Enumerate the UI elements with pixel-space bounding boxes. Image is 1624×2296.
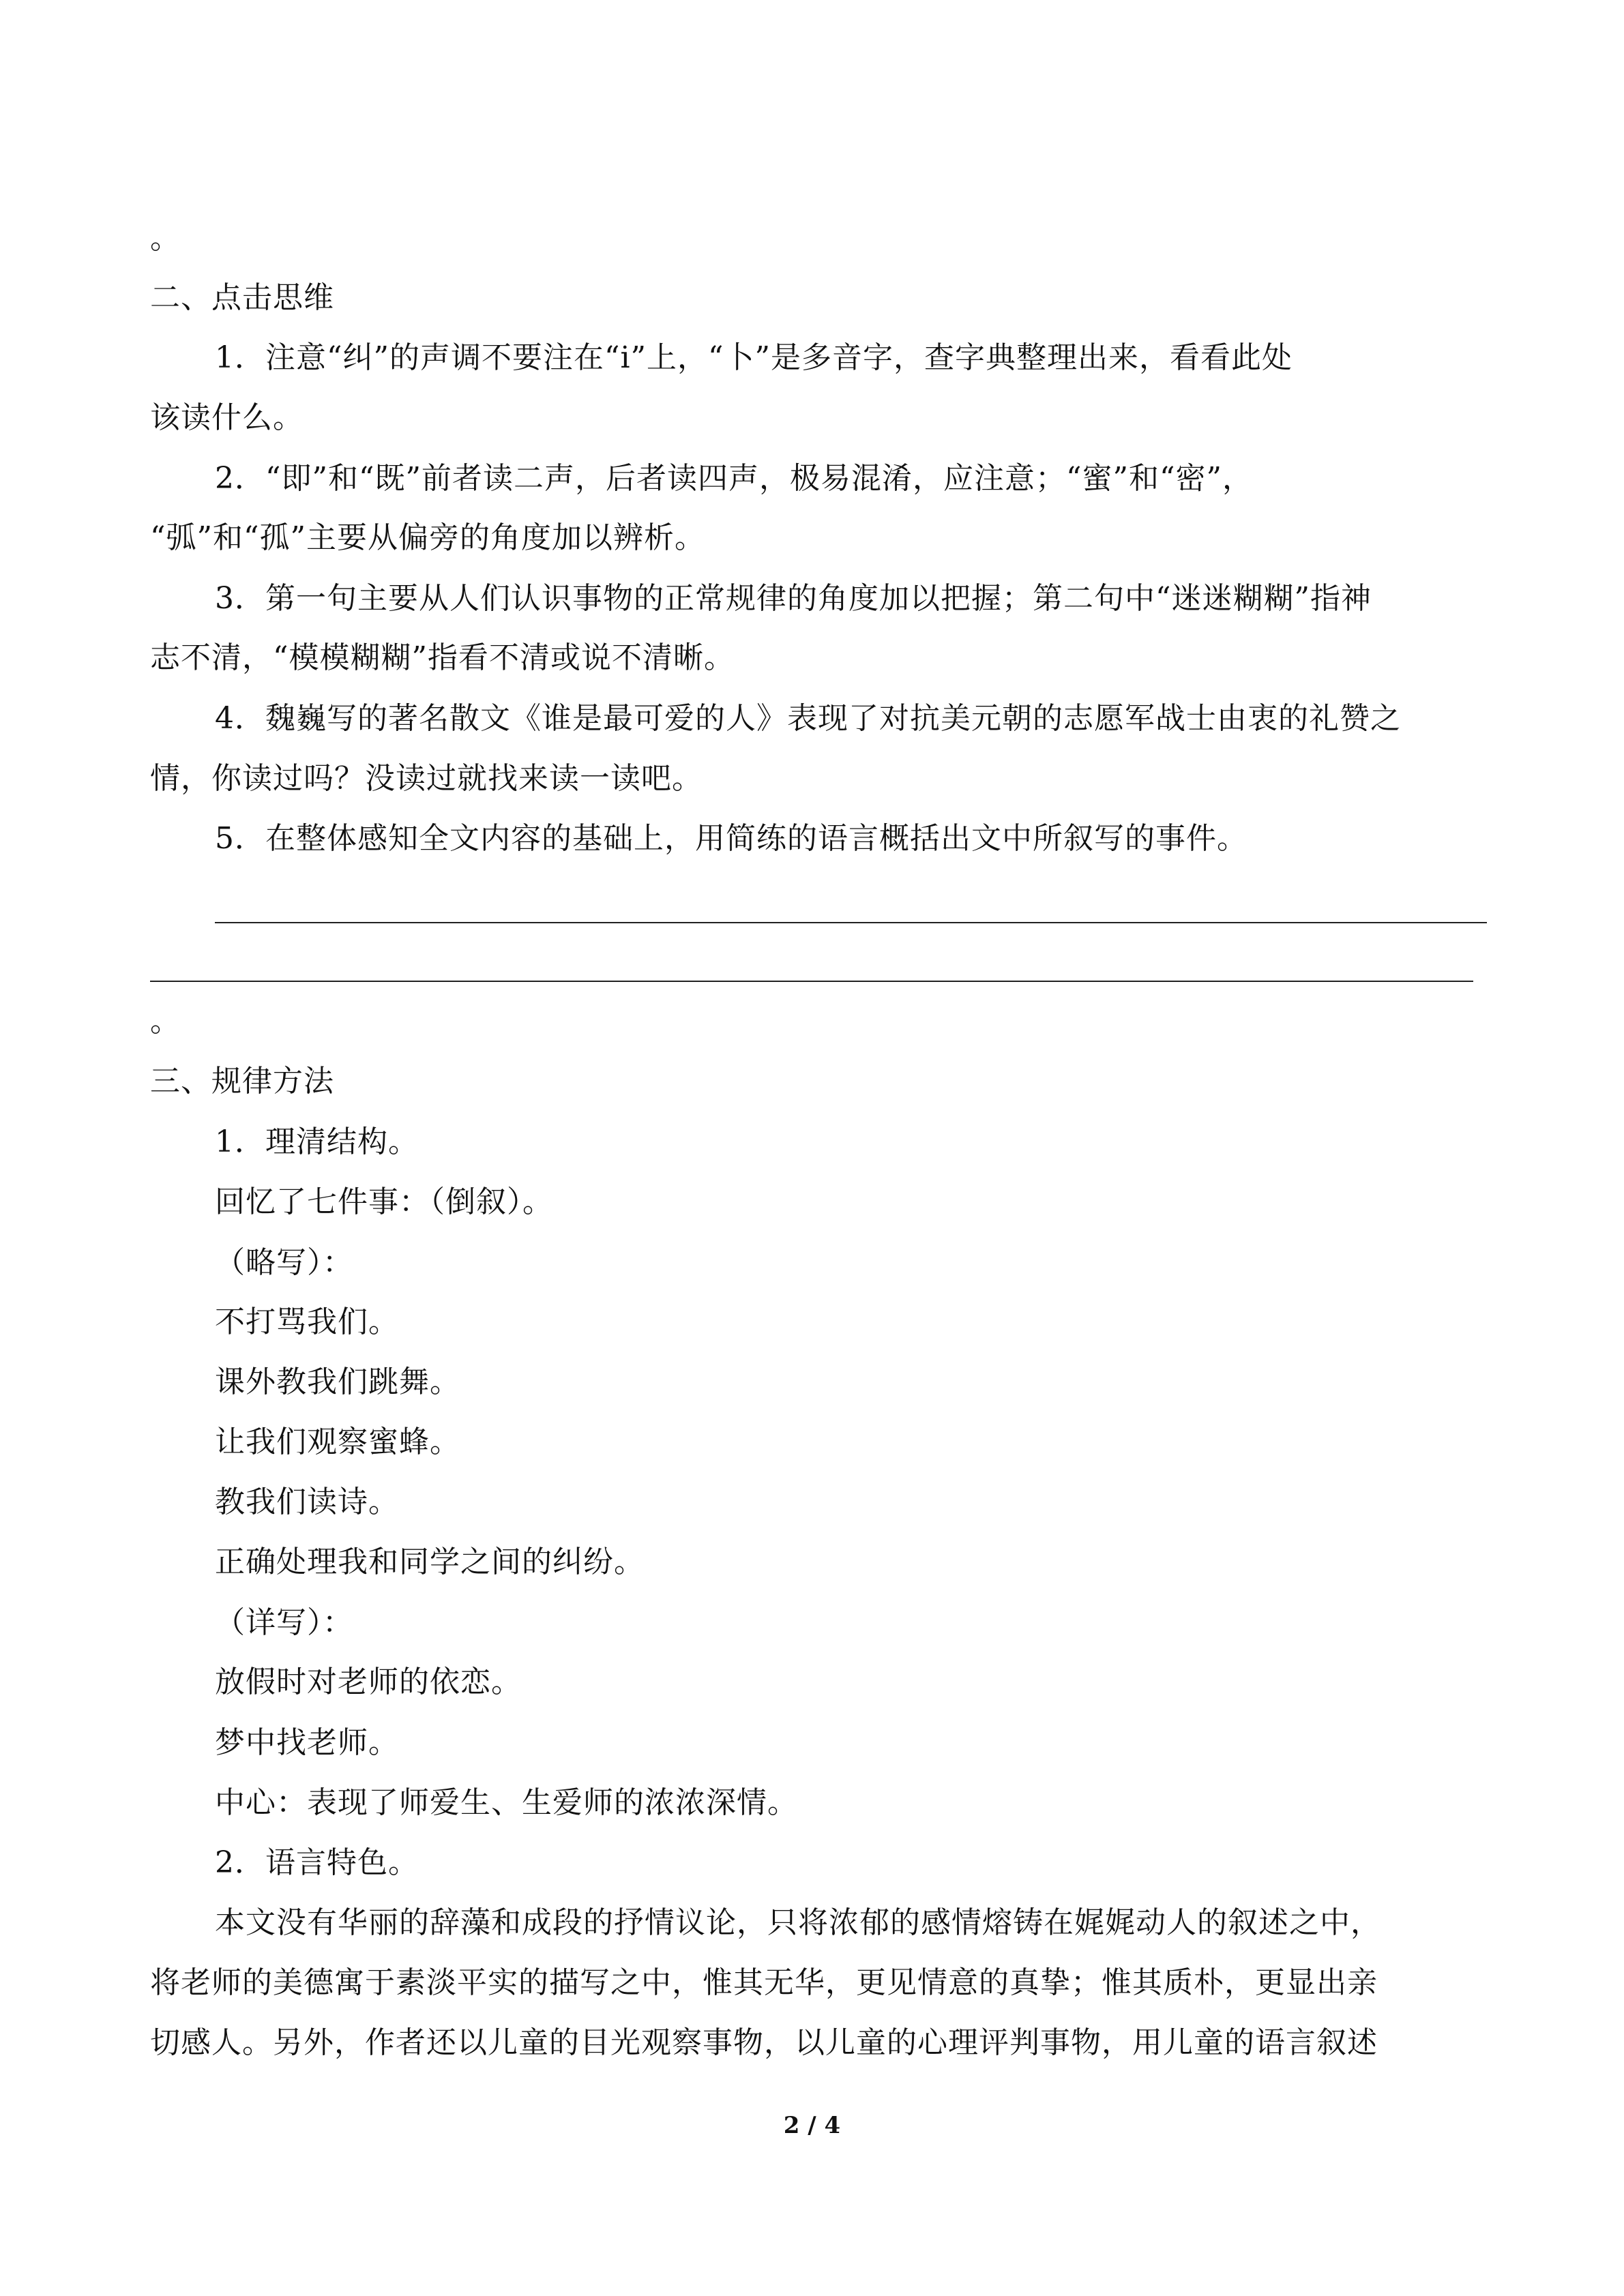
answer-blank-line-2[interactable] xyxy=(150,981,1473,982)
item-1-line-1: 1．注意“纠”的声调不要注在“i”上，“卜”是多音字，查字典整理出来，看看此处 xyxy=(215,340,1293,375)
center-idea-line: 中心：表现了师爱生、生爱师的浓浓深情。 xyxy=(215,1785,798,1820)
period-mark: 。 xyxy=(150,221,181,256)
section-heading-method: 三、规律方法 xyxy=(150,1064,334,1099)
paragraph-line-3: 切感人。另外，作者还以儿童的目光观察事物，以儿童的心理评判事物，用儿童的语言叙述 xyxy=(150,2025,1378,2060)
item-2-line-2: “弧”和“孤”主要从偏旁的角度加以辨析。 xyxy=(150,520,705,555)
language-feature-heading: 2．语言特色。 xyxy=(215,1845,419,1880)
structure-line-4: 不打骂我们。 xyxy=(215,1304,399,1339)
structure-line-5: 课外教我们跳舞。 xyxy=(215,1365,460,1399)
item-1-line-2: 该读什么。 xyxy=(150,400,304,435)
answer-blank-line-1[interactable] xyxy=(215,922,1487,923)
item-4-line-1: 4．魏巍写的著名散文《谁是最可爱的人》表现了对抗美元朝的志愿军战士由衷的礼赞之 xyxy=(215,701,1401,736)
paragraph-line-2: 将老师的美德寓于素淡平实的描写之中，惟其无华，更见情意的真挚；惟其质朴，更显出亲 xyxy=(150,1965,1378,2000)
structure-line-8: 正确处理我和同学之间的纠纷。 xyxy=(215,1545,645,1579)
structure-line-3: （略写）： xyxy=(215,1245,353,1280)
section-heading-thinking: 二、点击思维 xyxy=(150,280,334,315)
page-number: 2 / 4 xyxy=(783,2112,841,2139)
structure-line-11: 梦中找老师。 xyxy=(215,1725,399,1760)
structure-line-7: 教我们读诗。 xyxy=(215,1485,399,1519)
item-5-line-1: 5．在整体感知全文内容的基础上，用简练的语言概括出文中所叙写的事件。 xyxy=(215,821,1247,856)
structure-line-2: 回忆了七件事：（倒叙）。 xyxy=(215,1184,553,1219)
item-3-line-2: 志不清，“模模糊糊”指看不清或说不清晰。 xyxy=(150,640,735,675)
item-3-line-1: 3．第一句主要从人们认识事物的正常规律的角度加以把握；第二句中“迷迷糊糊”指神 xyxy=(215,581,1372,616)
structure-line-1: 1．理清结构。 xyxy=(215,1124,419,1159)
item-2-line-1: 2．“即”和“既”前者读二声，后者读四声，极易混淆，应注意；“蜜”和“密”， xyxy=(215,461,1253,496)
paragraph-line-1: 本文没有华丽的辞藻和成段的抒情议论，只将浓郁的感情熔铸在娓娓动人的叙述之中， xyxy=(215,1905,1381,1940)
period-mark-after-blank: 。 xyxy=(150,1004,181,1039)
structure-line-10: 放假时对老师的依恋。 xyxy=(215,1665,522,1699)
structure-line-6: 让我们观察蜜蜂。 xyxy=(215,1425,460,1459)
structure-line-9: （详写）： xyxy=(215,1605,353,1640)
item-4-line-2: 情，你读过吗？没读过就找来读一读吧。 xyxy=(150,761,703,796)
